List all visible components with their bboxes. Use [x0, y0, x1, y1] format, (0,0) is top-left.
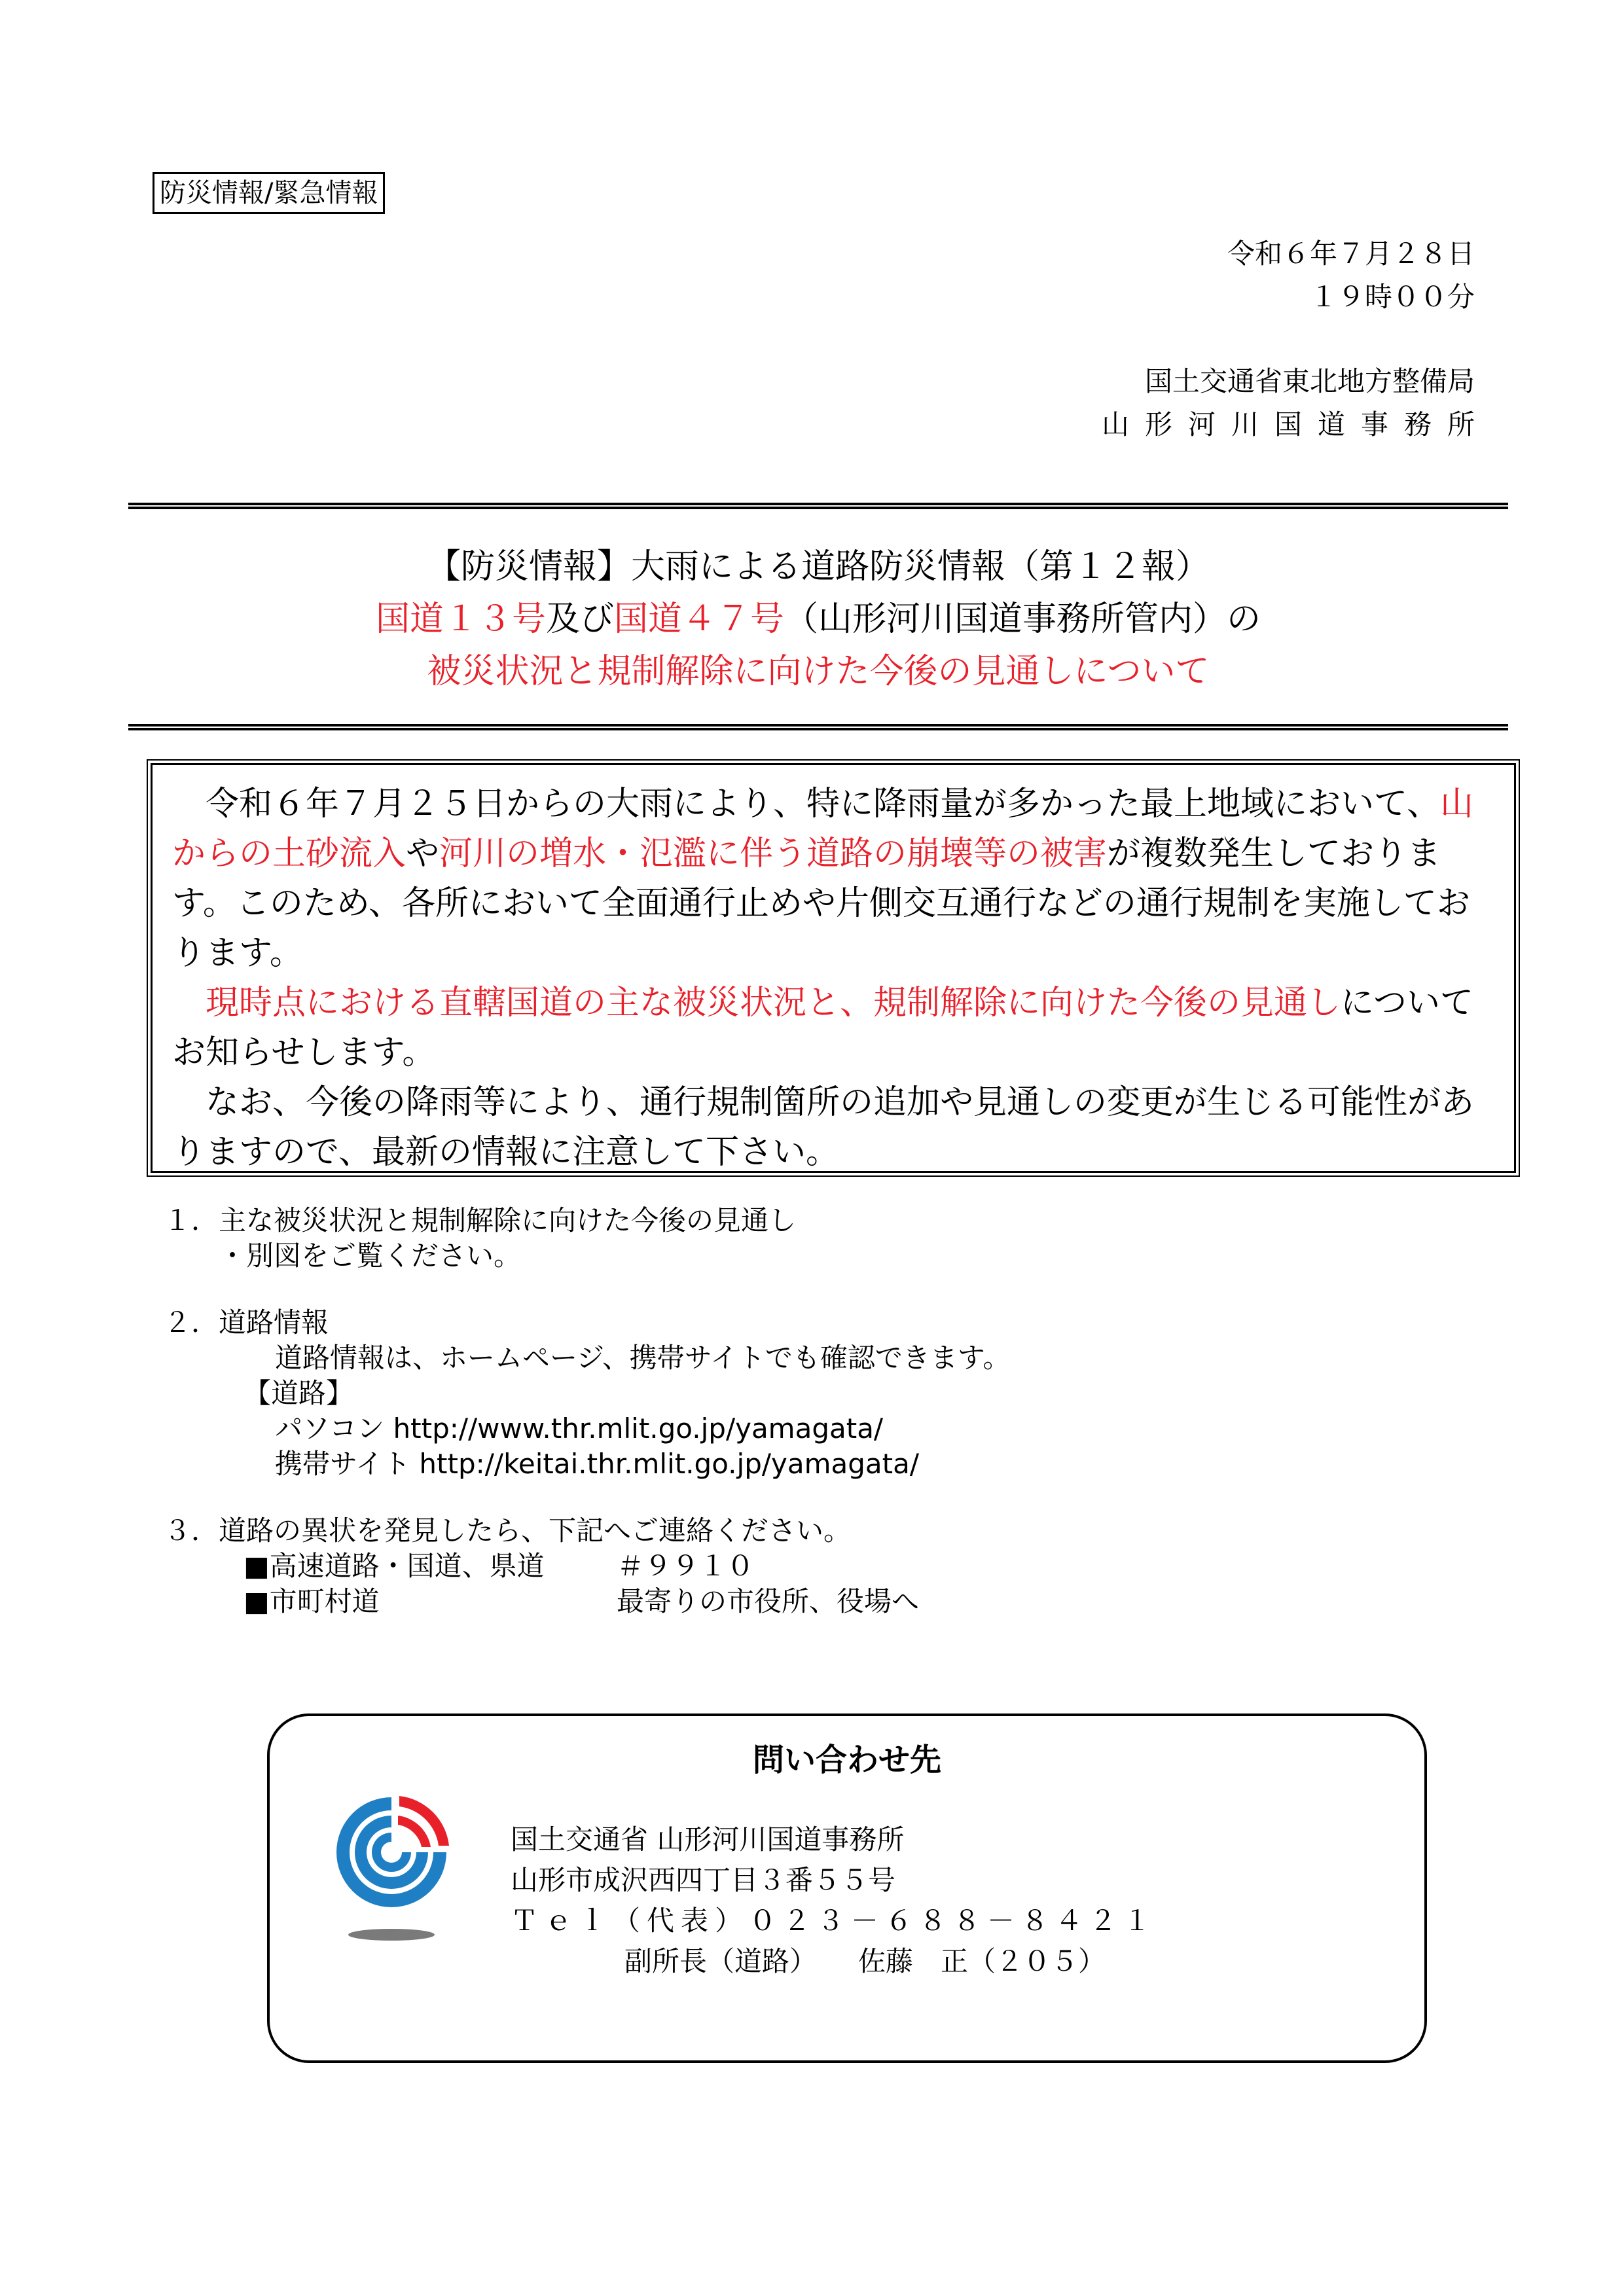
notice-p1-conj: や: [406, 834, 440, 873]
contact-box: [267, 1713, 1427, 2063]
item-3-road-type-2: ■市町村道: [244, 1585, 380, 1617]
title-conjunction: 及び: [545, 600, 614, 639]
title-line-1: 【防災情報】大雨による道路防災情報（第１２報）: [426, 547, 1210, 586]
notice-p2-rest: についてお知らせします。: [172, 984, 1473, 1072]
notice-box: [151, 763, 1516, 1173]
notice-p1-text: 令和６年７月２５日からの大雨により、特に降雨量が多かった最上地域において、: [206, 785, 1440, 823]
item-2-mobile-link[interactable]: 携帯サイト http://keitai.thr.mlit.go.jp/yamagata/: [275, 1448, 919, 1480]
contact-address: 山形市成沢西四丁目３番５５号: [511, 1864, 896, 1896]
item-2-title: ２．道路情報: [164, 1306, 329, 1338]
item-3-contact-2: 最寄りの市役所、役場へ: [617, 1585, 920, 1617]
notice-p1-highlight-damage: 河川の増水・氾濫に伴う道路の崩壊等の被害: [439, 834, 1108, 873]
route-47: 国道４７号: [614, 600, 785, 639]
contact-phone: Ｔｅｌ（代表）０２３－６８８－８４２１: [511, 1905, 1158, 1937]
route-13: 国道１３号: [375, 600, 546, 639]
item-3-row-1: [164, 1549, 1011, 1584]
contact-details: [511, 1820, 1157, 1982]
title-rule-top: [128, 503, 1508, 509]
issue-datetime: [1227, 232, 1475, 319]
issue-time: １９時００分: [1309, 281, 1475, 313]
title-line-3: 被災状況と規制解除に向けた今後の見通しについて: [427, 652, 1210, 691]
title-jurisdiction: （山形河川国道事務所管内）の: [784, 600, 1261, 639]
notice-paragraph-3: なお、今後の降雨等により、通行規制箇所の追加や見通しの変更が生じる可能性がありますので、最新の情報に注意して下さい。: [172, 1083, 1475, 1172]
item-3-contact-1: ＃９９１０: [617, 1550, 755, 1582]
issuing-organization: [1101, 360, 1490, 446]
item-2-pc-link[interactable]: パソコン http://www.thr.mlit.go.jp/yamagata/: [275, 1412, 884, 1444]
item-3-row-2: [164, 1584, 1011, 1619]
notice-paragraph-1: [172, 780, 1497, 978]
org-office: 山形河川国道事務所: [1101, 408, 1490, 440]
item-3-road-type-1: ■高速道路・国道、県道: [244, 1550, 545, 1582]
item-1-title: １．主な被災状況と規制解除に向けた今後の見通し: [164, 1204, 797, 1236]
contact-person: 副所長（道路） 佐藤 正（２０５）: [624, 1945, 1106, 1977]
item-2-desc: 道路情報は、ホームページ、携帯サイトでも確認できます。: [275, 1342, 1011, 1374]
info-items: [164, 1203, 1011, 1619]
item-2-label: 【道路】: [244, 1377, 354, 1409]
page-title: [128, 541, 1508, 698]
mlit-logo-icon: [323, 1789, 461, 1944]
contact-office: 国土交通省 山形河川国道事務所: [511, 1823, 905, 1856]
title-line-2: [128, 593, 1508, 645]
item-1-sub: ・別図をご覧ください。: [219, 1240, 522, 1272]
notice-p1-highlight-landslide: 山からの土砂流入: [172, 785, 1474, 873]
contact-title: 問い合わせ先: [752, 1742, 941, 1778]
issue-date: 令和６年７月２８日: [1227, 238, 1475, 270]
notice-paragraph-2: [172, 978, 1497, 1078]
title-rule-bottom: [128, 724, 1508, 730]
org-bureau: 国土交通省東北地方整備局: [1144, 365, 1475, 397]
item-3-title: ３．道路の異状を発見したら、下記へご連絡ください。: [164, 1515, 852, 1547]
notice-p2-highlight: 現時点における直轄国道の主な被災状況と、規制解除に向けた今後の見通し: [206, 984, 1341, 1022]
category-tag: 防災情報/緊急情報: [153, 172, 385, 214]
notice-p1-rest: が複数発生しております。このため、各所において全面通行止めや片側交互通行などの通行規制を実施しております。: [172, 834, 1470, 973]
